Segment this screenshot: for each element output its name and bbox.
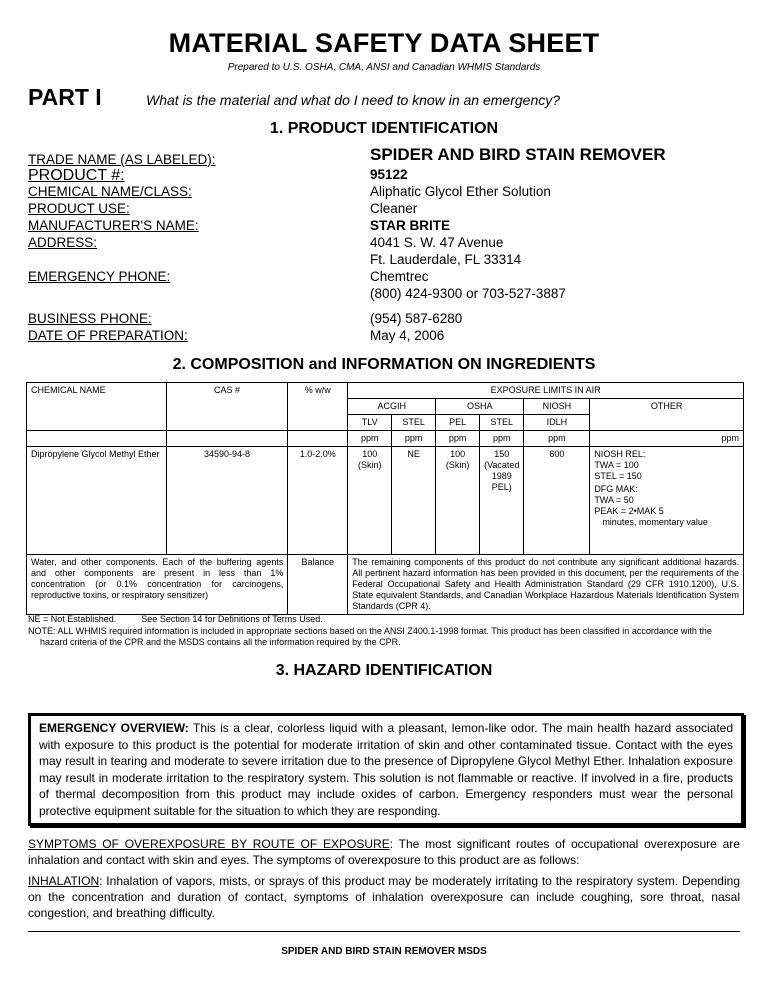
header-cas: CAS # — [166, 383, 288, 431]
composition-table — [26, 382, 744, 615]
header-chemical-name: CHEMICAL NAME — [27, 383, 167, 431]
address-line2: Ft. Lauderdale, FL 33314 — [370, 252, 522, 267]
header-exposure-limits: EXPOSURE LIMITS IN AIR — [348, 383, 744, 399]
row1-osha-stel: 150 (Vacated 1989 PEL) — [480, 447, 524, 555]
section2-title: 2. COMPOSITION and INFORMATION ON INGREDIENTS — [172, 356, 596, 373]
section1-title: 1. PRODUCT IDENTIFICATION — [269, 120, 499, 137]
table-note-whmis: NOTE: ALL WHMIS required information is included in appropriate sections based on the ANSI Z400.1-1998 format. This product has been classified in accordance with the hazard criteria of the CPR and the MSDS contains all the information required by the CPR. — [28, 626, 712, 647]
chemical-name-label: CHEMICAL NAME/CLASS: — [28, 184, 192, 199]
header-tlv: TLV — [348, 415, 392, 431]
product-number-value: 95122 — [370, 167, 408, 182]
inhalation-text: : Inhalation of vapors, mists, or sprays of this product may be moderately irritating to the respiratory system. Depending on the concentration and duration of contact, symptoms of inhalation overexposure can include coughing, sore throat, nasal congestion, and breathing difficulty. — [28, 874, 740, 920]
overview-text: This is a clear, colorless liquid with a pleasant, lemon-like odor. The main health hazard associated with exposure to this product is the potential for moderate irritation of skin and other contaminated tissue. Contact with the eyes may result in tearing and moderate to severe irritation due to the presence of Dipropylene Glycol Methyl Ether. Inhalation exposure may result in moderate irritation to the respiratory system. This solution is not flammable or reactive. If involved in a fire, products of thermal decomposition from this product may include oxides of carbon. Emergency responders must wear the personal protective equipment suitable for the situation to which they are responding. — [39, 721, 733, 818]
other-line-1: NIOSH REL: — [594, 449, 646, 459]
row1-cas: 34590-94-8 — [166, 447, 288, 555]
address-label: ADDRESS: — [28, 235, 98, 250]
other-line-5: TWA = 50 — [594, 495, 634, 505]
manufacturer-value: STAR BRITE — [370, 218, 450, 233]
emergency-phone-value: (800) 424-9300 or 703-527-3887 — [370, 286, 566, 301]
product-number-label: PRODUCT #: — [28, 167, 125, 184]
chemical-name-value: Aliphatic Glycol Ether Solution — [370, 184, 551, 199]
manufacturer-label: MANUFACTURER'S NAME: — [28, 218, 199, 233]
footer-divider — [28, 931, 740, 932]
other-line-3: STEL = 150 — [594, 471, 642, 481]
unit-tlv: ppm — [348, 431, 392, 447]
row2-chemical-name: Water, and other components. Each of the buffering agents and other components are present in less than 1% concentration (or 0.1% concentration for carcinogens, reproductive toxins, or respiratory sensitizer) — [27, 555, 288, 615]
row1-other — [590, 447, 744, 555]
part-heading: PART I — [28, 84, 102, 110]
inhalation-label: INHALATION — [28, 874, 100, 888]
row2-text: The remaining components of this product do not contribute any significant additional hazards. All pertinent hazard information has been provided in this document, per the requirements of the Federal Occupational Safety and Health Administration Standard (29 CFR 1910.1200), U.S. State equivalent Standards, and Canadian Workplace Hazardous Materials Identification System Standards (CPR 4). — [348, 555, 744, 615]
prep-date-label: DATE OF PREPARATION: — [28, 328, 188, 343]
other-line-6: PEAK = 2•MAK 5 — [594, 506, 664, 516]
product-use-value: Cleaner — [370, 201, 418, 216]
document-title: MATERIAL SAFETY DATA SHEET — [168, 28, 600, 58]
unit-stel: ppm — [392, 431, 436, 447]
header-idlh: IDLH — [524, 415, 590, 431]
header-osha: OSHA — [436, 399, 524, 415]
unit-osha-stel: ppm — [480, 431, 524, 447]
header-osha-stel: STEL — [480, 415, 524, 431]
row1-pct: 1.0-2.0% — [288, 447, 348, 555]
symptoms-label: SYMPTOMS OF OVEREXPOSURE BY ROUTE OF EXPOSURE — [28, 837, 390, 851]
header-pct: % w/w — [288, 383, 348, 431]
other-line-7: minutes, momentary value — [602, 517, 708, 527]
row1-idlh: 600 — [524, 447, 590, 555]
section3-title: 3. HAZARD IDENTIFICATION — [275, 662, 493, 679]
table-note-ne: NE = Not Established. See Section 14 for Definitions of Terms Used. — [28, 614, 323, 624]
prep-date-value: May 4, 2006 — [370, 328, 445, 343]
overview-label: EMERGENCY OVERVIEW: — [39, 721, 189, 735]
unit-pel: ppm — [436, 431, 480, 447]
symptoms-text: : The most significant routes of occupational overexposure are inhalation and contact with skin and eyes. The symptoms of overexposure to this product are as follows: — [28, 837, 740, 867]
emergency-overview-box — [28, 713, 744, 826]
row1-pel: 100 (Skin) — [436, 447, 480, 555]
trade-name-value: SPIDER AND BIRD STAIN REMOVER — [370, 145, 666, 164]
document-subtitle: Prepared to U.S. OSHA, CMA, ANSI and Canadian WHMIS Standards — [227, 62, 541, 73]
business-phone-label: BUSINESS PHONE: — [28, 311, 152, 326]
row1-tlv: 100 (Skin) — [348, 447, 392, 555]
inhalation-paragraph — [28, 873, 740, 921]
trade-name-label: TRADE NAME (AS LABELED): — [28, 152, 216, 167]
other-line-4: DFG MAK: — [594, 484, 638, 494]
address-line1: 4041 S. W. 47 Avenue — [370, 235, 504, 250]
product-use-label: PRODUCT USE: — [28, 201, 130, 216]
unit-idlh: ppm — [524, 431, 590, 447]
header-stel: STEL — [392, 415, 436, 431]
row1-chemical-name: Dipropylene Glycol Methyl Ether — [27, 447, 167, 555]
row1-stel: NE — [392, 447, 436, 555]
header-pel: PEL — [436, 415, 480, 431]
footer-text: SPIDER AND BIRD STAIN REMOVER MSDS — [281, 946, 487, 957]
emergency-name: Chemtrec — [370, 269, 429, 284]
row2-pct: Balance — [288, 555, 348, 615]
header-niosh: NIOSH — [524, 399, 590, 415]
business-phone-value: (954) 587-6280 — [370, 311, 463, 326]
emergency-phone-label: EMERGENCY PHONE: — [28, 269, 171, 284]
unit-other: ppm — [590, 431, 744, 447]
header-other: OTHER — [590, 399, 744, 431]
header-acgih: ACGIH — [348, 399, 436, 415]
part-question: What is the material and what do I need to know in an emergency? — [146, 92, 561, 108]
symptoms-paragraph — [28, 836, 740, 868]
other-line-2: TWA = 100 — [594, 460, 639, 470]
